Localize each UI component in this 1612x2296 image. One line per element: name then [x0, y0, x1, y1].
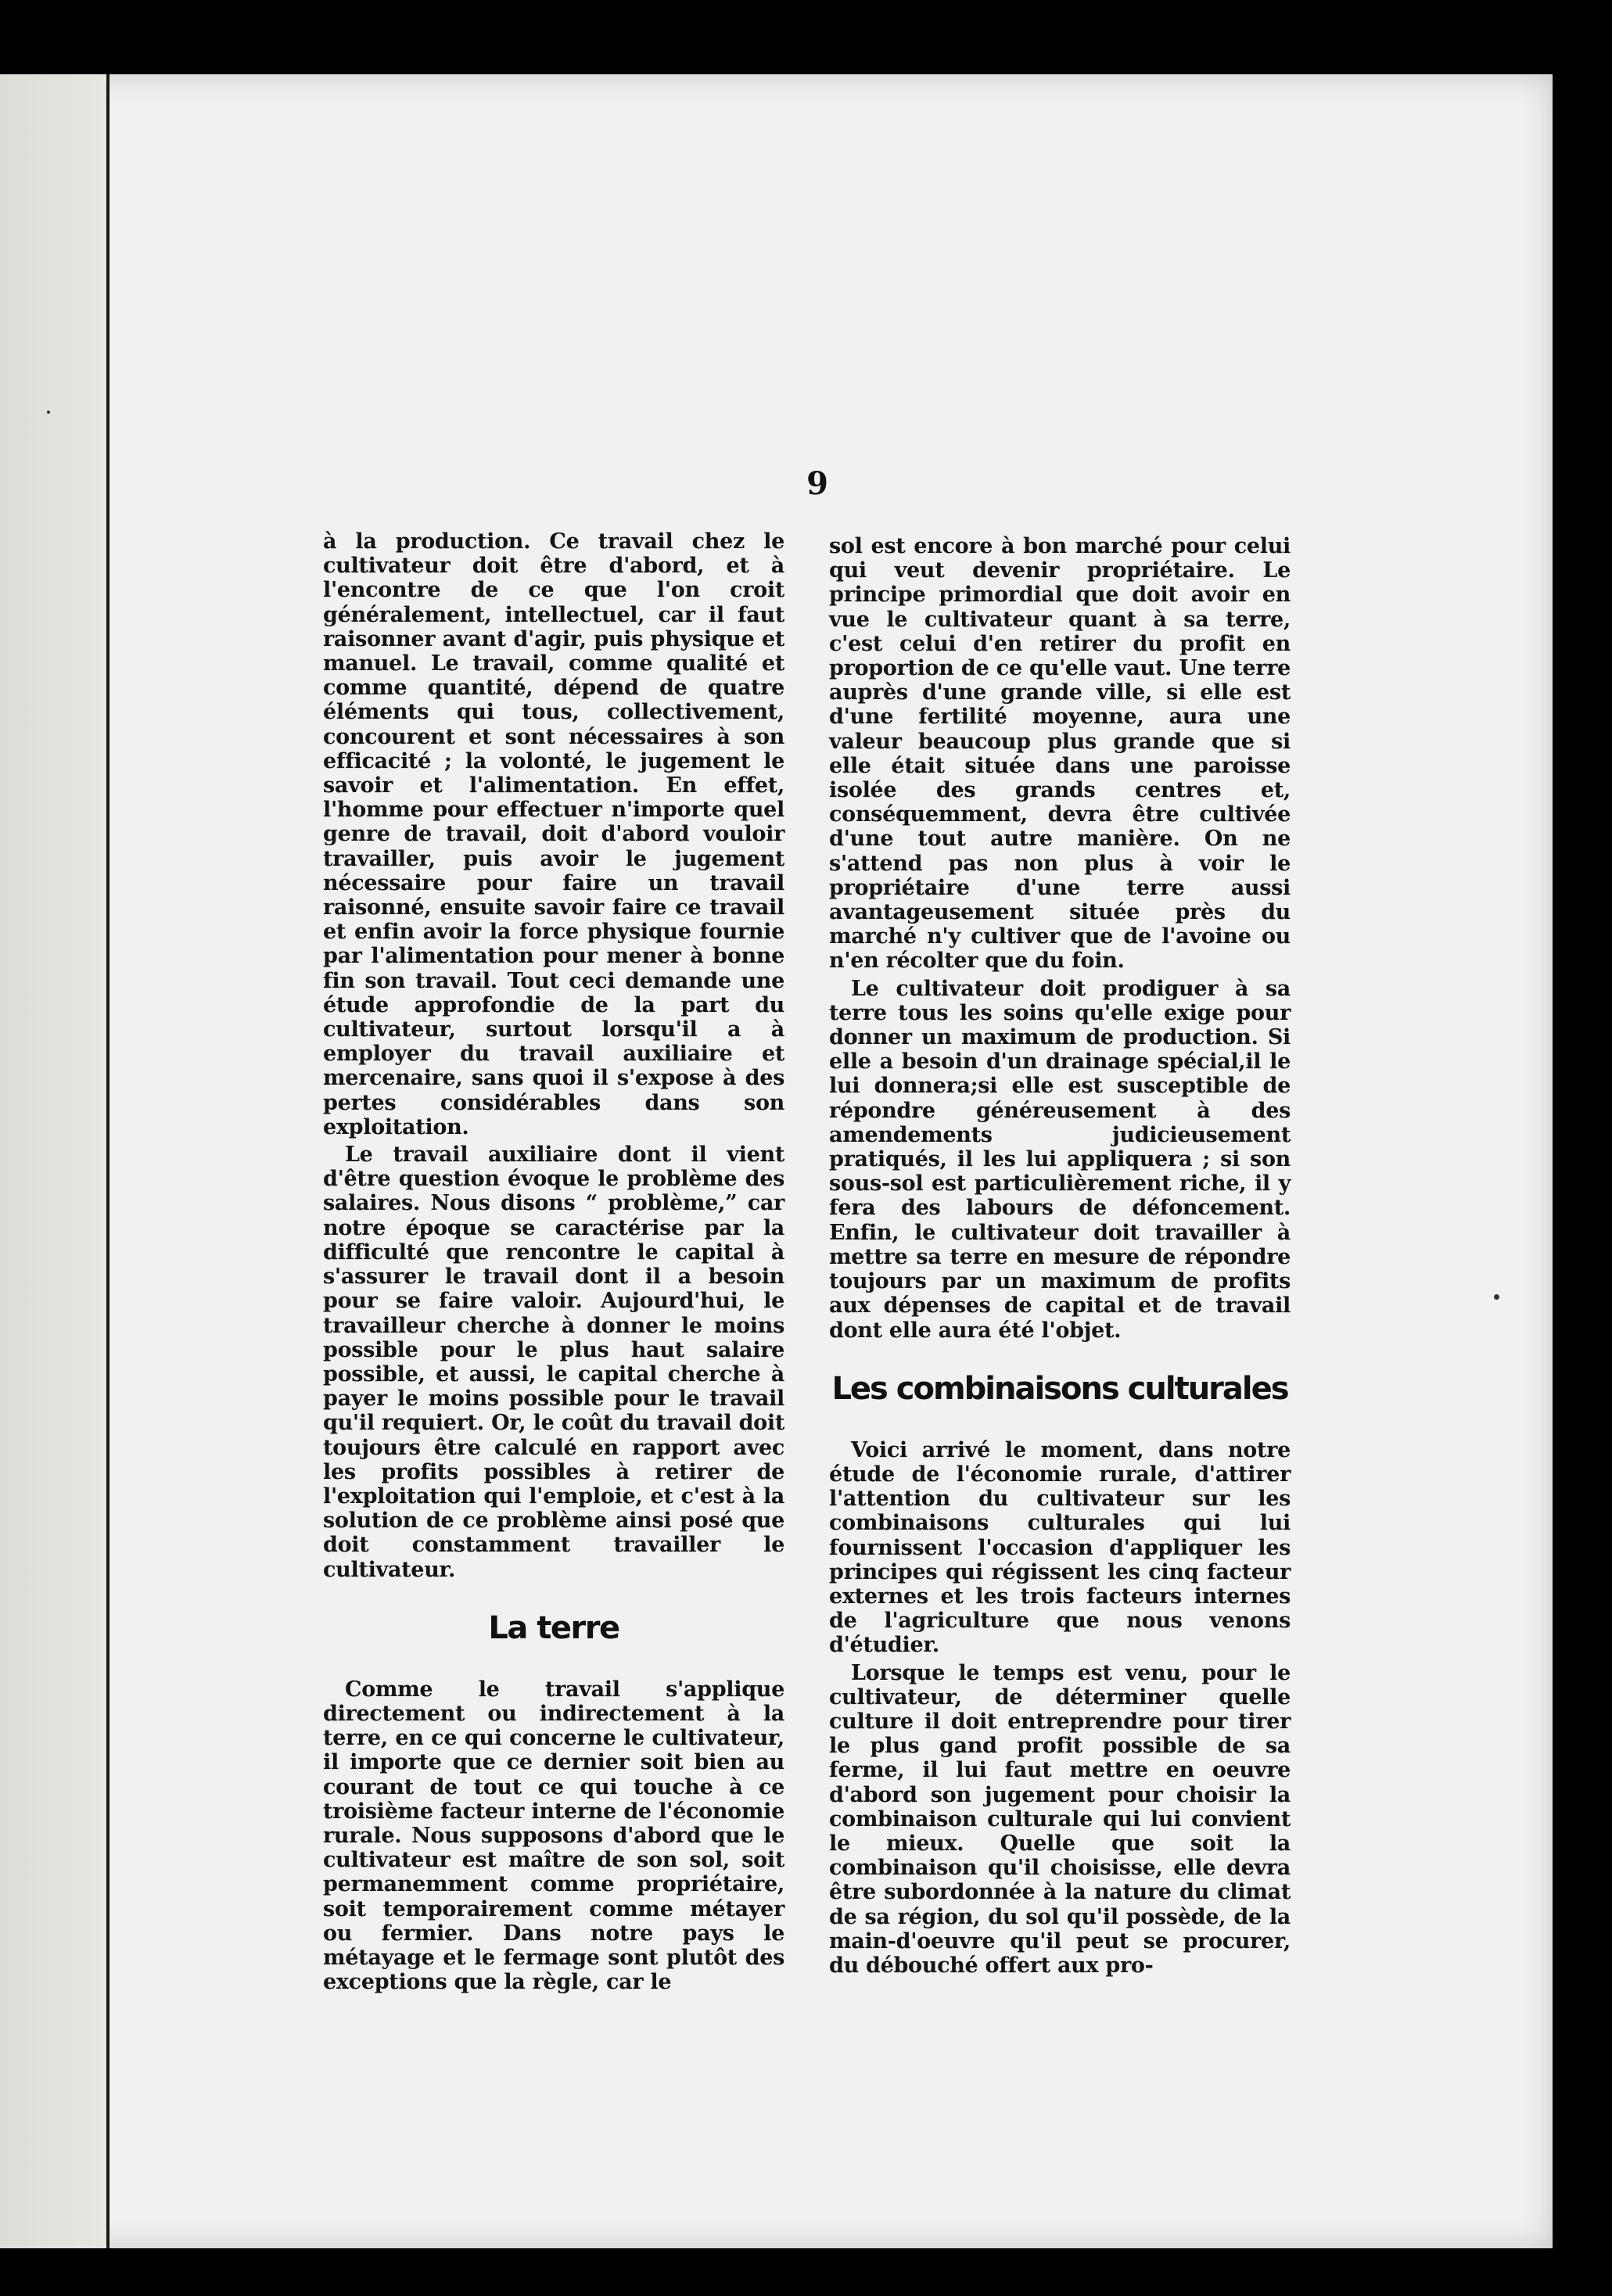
right-column — [829, 534, 1291, 1978]
left-column — [323, 529, 784, 1994]
body-paragraph: Voici arrivé le moment, dans notre étude de l'économie rurale, d'attirer l'attention du cultivateur sur les combinaisons culturales qui lui fournissent l'occasion d'appliquer les principes qui régissent les cinq facteur externes et les trois facteurs internes de l'agriculture que nous venons d'étudier. — [829, 1437, 1291, 1658]
section-heading: Les combinaisons culturales — [831, 1370, 1288, 1407]
scan-speck — [47, 411, 50, 414]
body-paragraph: Comme le travail s'applique directement ou indirectement à la terre, en ce qui concerne le cultivateur, il importe que ce dernier soit bien au courant de tout ce qui touche à ce troisième facteur interne de l'économie rurale. Nous supposons d'abord que le cultivateur est maître de son sol, soit permanemment comme propriétaire, soit temporairement comme métayer ou fermier. Dans notre pays le métayage et le fermage sont plutôt des exceptions que la règle, car le — [323, 1677, 784, 1995]
document-page — [0, 74, 1553, 2248]
body-paragraph: Lorsque le temps est venu, pour le cultivateur, de déterminer quelle culture il doit entreprendre pour tirer le plus gand profit possible de sa ferme, il lui faut mettre en oeuvre d'abord son jugement pour choisir la combinaison culturale qui lui convient le mieux. Quelle que soit la combinaison qu'il choisisse, elle devra être subordonnée à la nature du climat de sa région, du sol qu'il possède, de la main-d'oeuvre qu'il peut se procurer, du débouché offert aux pro- — [829, 1660, 1291, 1978]
section-heading: La terre — [488, 1609, 619, 1646]
page-number: 9 — [806, 465, 828, 502]
body-paragraph: Le cultivateur doit prodiguer à sa terre tous les soins qu'elle exige pour donner un maximum de production. Si elle a besoin d'un drainage spécial,il le lui donnera;si elle est susceptible de répondre généreusement à des amendements judicieusement pratiqués, il les lui appliquera ; si son sous-sol est particulièrement riche, il y fera des labours de défoncement. Enfin, le cultivateur doit travailler à mettre sa terre en mesure de répondre toujours par un maximum de profits aux dépenses de capital et de travail dont elle aura été l'objet. — [829, 976, 1291, 1343]
scan-speck — [1494, 1294, 1499, 1300]
body-paragraph: sol est encore à bon marché pour celui qui veut devenir propriétaire. Le principe primordial que doit avoir en vue le cultivateur quant à sa terre, c'est celui d'en retirer du profit en proportion de ce qu'elle vaut. Une terre auprès d'une grande ville, si elle est d'une fertilité moyenne, aura une valeur beaucoup plus grande que si elle était située dans une paroisse isolée des grands centres et, conséquemment, devra être cultivée d'une tout autre manière. On ne s'attend pas non plus à voir le propriétaire d'une terre aussi avantageusement située près du marché n'y cultiver que de l'avoine ou n'en récolter que du foin. — [829, 534, 1291, 974]
body-paragraph: Le travail auxiliaire dont il vient d'être question évoque le problème des salaires. Nous disons “ problème,” car notre époque se caractérise par la difficulté que rencontre le capital à s'assurer le travail dont il a besoin pour se faire valoir. Aujourd'hui, le travailleur cherche à donner le moins possible pour le plus haut salaire possible, et aussi, le capital cherche à payer le moins possible pour le travail qu'il requiert. Or, le coût du travail doit toujours être calculé en rapport avec les profits possibles à retirer de l'exploitation qui l'emploie, et c'est à la solution de ce problème ainsi posé que doit constamment travailler le cultivateur. — [323, 1143, 784, 1582]
binding-gutter — [0, 74, 106, 2248]
body-paragraph: à la production. Ce travail chez le cultivateur doit être d'abord, et à l'encontre de ce que l'on croit généralement, intellectuel, car il faut raisonner avant d'agir, puis physique et manuel. Le travail, comme qualité et comme quantité, dépend de quatre éléments qui tous, collectivement, concourent et sont nécessaires à son efficacité ; la volonté, le jugement le savoir et l'alimentation. En effet, l'homme pour effectuer n'importe quel genre de travail, doit d'abord vouloir travailler, puis avoir le jugement nécessaire pour faire un travail raisonné, ensuite savoir faire ce travail et enfin avoir la force physique fournie par l'alimentation pour mener à bonne fin son travail. Tout ceci demande une étude approfondie de la part du cultivateur, surtout lorsqu'il a à employer du travail auxiliaire et mercenaire, sans quoi il s'expose à des pertes considérables dans son exploitation. — [323, 529, 784, 1139]
